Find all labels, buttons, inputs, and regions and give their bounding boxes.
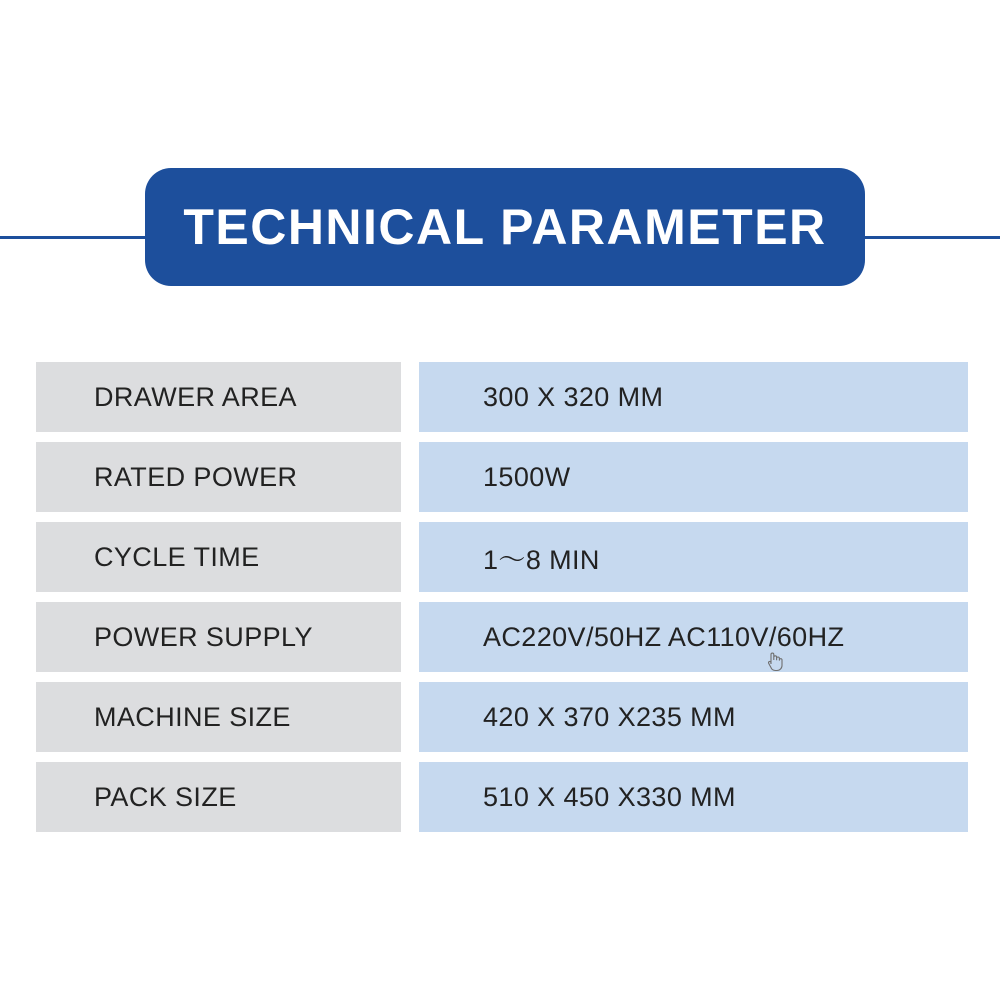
spec-value: 1〜8 MIN xyxy=(419,522,968,592)
spec-value: 510 X 450 X330 MM xyxy=(419,762,968,832)
table-row xyxy=(36,682,968,752)
header-badge xyxy=(145,168,865,286)
row-gap xyxy=(401,442,419,512)
table-row xyxy=(36,762,968,832)
header-banner xyxy=(0,168,1000,288)
row-gap xyxy=(401,682,419,752)
spec-label: CYCLE TIME xyxy=(36,522,401,592)
row-gap xyxy=(401,522,419,592)
spec-label: PACK SIZE xyxy=(36,762,401,832)
spec-label: MACHINE SIZE xyxy=(36,682,401,752)
spec-label: RATED POWER xyxy=(36,442,401,512)
row-gap xyxy=(401,762,419,832)
spec-value: 420 X 370 X235 MM xyxy=(419,682,968,752)
spec-value: AC220V/50HZ AC110V/60HZ xyxy=(419,602,968,672)
row-gap xyxy=(401,602,419,672)
spec-label: DRAWER AREA xyxy=(36,362,401,432)
table-row xyxy=(36,362,968,432)
spec-value: 300 X 320 MM xyxy=(419,362,968,432)
spec-value: 1500W xyxy=(419,442,968,512)
spec-label: POWER SUPPLY xyxy=(36,602,401,672)
table-row xyxy=(36,522,968,592)
table-row xyxy=(36,442,968,512)
table-row xyxy=(36,602,968,672)
row-gap xyxy=(401,362,419,432)
page-title: TECHNICAL PARAMETER xyxy=(183,199,827,255)
spec-table xyxy=(36,362,968,832)
